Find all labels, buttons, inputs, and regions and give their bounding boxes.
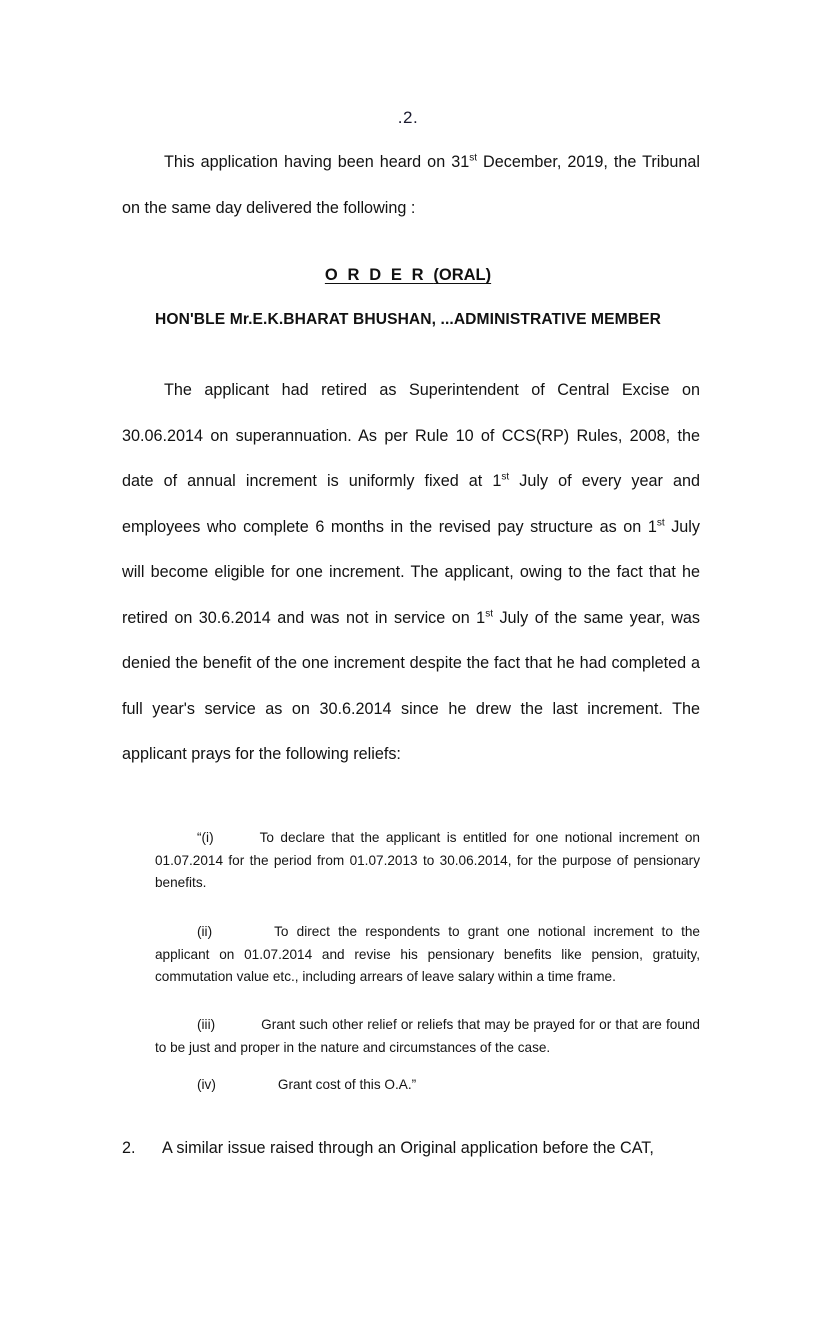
relief-marker-iv: (iv)	[197, 1077, 216, 1092]
order-heading-word: O R D E R	[324, 266, 434, 284]
relief-marker-ii: (ii)	[197, 924, 213, 939]
relief-text-i: To declare that the applicant is entitled for one notional increment on 01.07.2014 for the period from 01.07.2013 to 30.06.2014, for the purpose of pensionary benefits.	[155, 830, 700, 891]
relief-clause-iii	[155, 1014, 700, 1059]
intro-text-b: December, 2019, the Tribunal on the same day delivered the following :	[122, 153, 700, 217]
relief-text-ii: To direct the respondents to grant one notional increment to the applicant on 01.07.2014 and revise his pensionary benefits like pension, gratuity, commutation value etc., including arrears of leave salary within a time frame.	[155, 924, 700, 985]
facts-segment-3: July will become eligible for one increment. The applicant, owing to the fact that he retired on 30.6.2014 and was not in service on 1	[122, 517, 700, 627]
member-heading: HON'BLE Mr.E.K.BHARAT BHUSHAN, ...ADMINISTRATIVE MEMBER	[155, 311, 661, 328]
facts-paragraph	[122, 368, 700, 778]
order-heading-qualifier: (ORAL)	[433, 266, 492, 284]
facts-segment-1: The applicant had retired as Superintendent of Central Excise on 30.06.2014 on superannuation. As per Rule 10 of CCS(RP) Rules, 2008, the date of annual increment is uniformly fixed at 1	[122, 381, 700, 490]
facts-segment-2: July of every year and employees who complete 6 months in the revised pay structure as on 1	[122, 472, 700, 536]
intro-paragraph	[122, 140, 700, 231]
page-number: .2.	[397, 108, 419, 127]
facts-ordinal-3: st	[485, 608, 493, 620]
closing-paragraph-text: A similar issue raised through an Original application before the CAT,	[162, 1139, 654, 1157]
relief-marker-i: “(i)	[197, 830, 214, 845]
relief-text-iii: Grant such other relief or reliefs that may be prayed for or that are found to be just and proper in the nature and circumstances of the case.	[155, 1017, 700, 1055]
order-heading	[0, 266, 816, 285]
relief-clause-ii	[155, 921, 700, 989]
facts-segment-4: July of the same year, was denied the benefit of the one increment despite the fact that he had completed a full year's service as on 30.6.2014 since he drew the last increment. The applicant prays for the following reliefs:	[122, 608, 700, 763]
relief-marker-iii: (iii)	[197, 1017, 216, 1032]
facts-ordinal-1: st	[501, 471, 510, 483]
relief-text-iv: Grant cost of this O.A.”	[277, 1077, 417, 1092]
closing-paragraph-number: 2.	[122, 1139, 136, 1157]
closing-paragraph	[122, 1126, 700, 1172]
facts-ordinal-2: st	[656, 517, 665, 529]
intro-ordinal-suffix: st	[469, 152, 478, 164]
relief-clause-iv	[155, 1074, 700, 1097]
intro-text-a: This application having been heard on 31	[164, 153, 470, 171]
relief-clause-i	[155, 827, 700, 895]
